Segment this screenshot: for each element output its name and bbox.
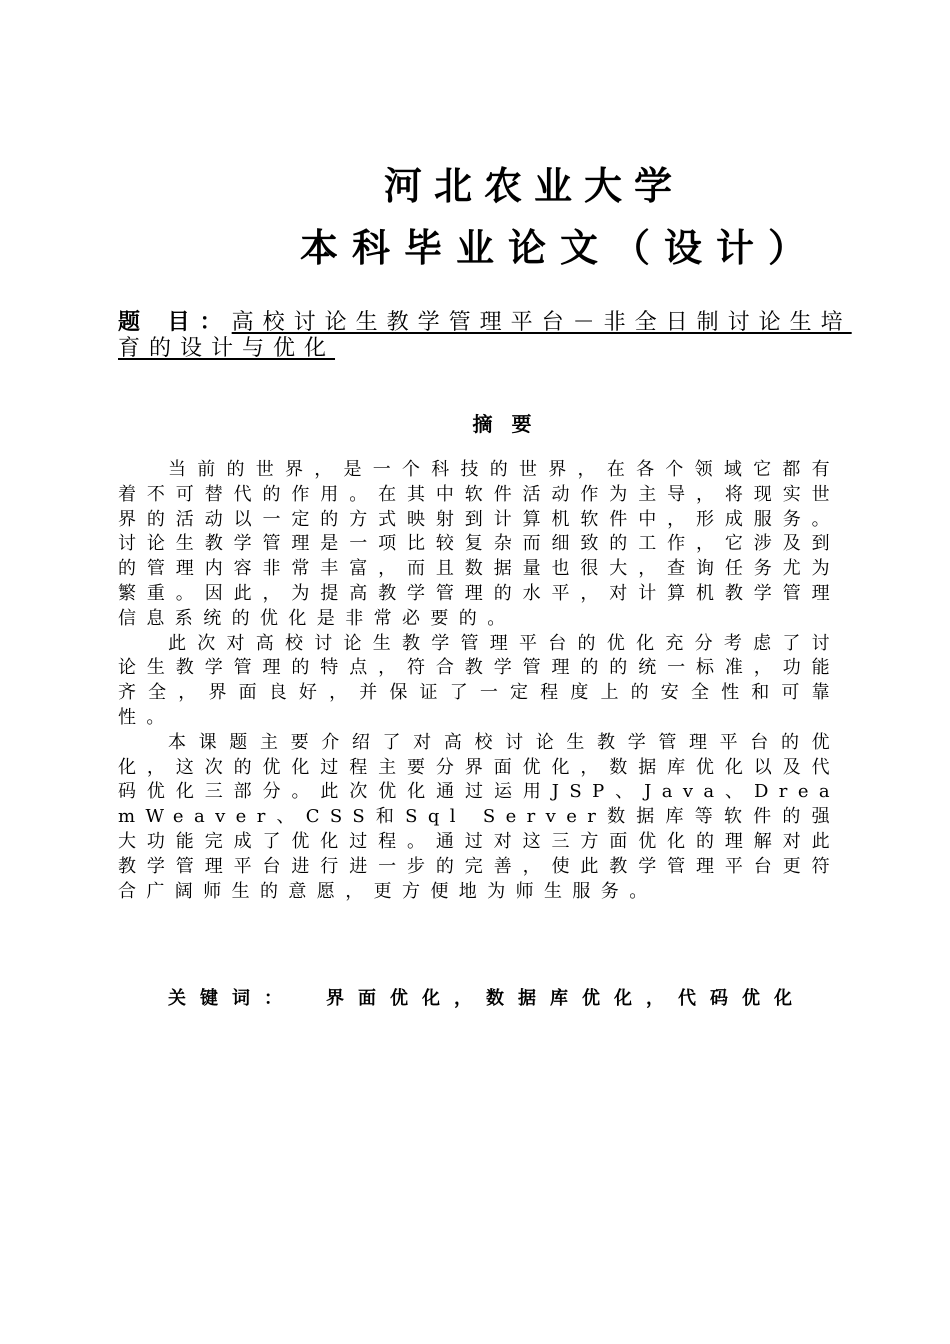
abstract-body: [118, 458, 840, 904]
keywords-label: 关键词：: [168, 988, 296, 1009]
thesis-type: 本科毕业论文（设计）: [300, 226, 821, 270]
abstract-paragraph: 本课题主要介绍了对高校讨论生教学管理平台的优化，这次的优化过程主要分界面优化，数据库优化以及代码优化三部分。此次优化通过运用JSP、Java、DreamWeaver、CSS和Sql Server数据库等软件的强大功能完成了优化过程。通过对这三方面优化的理解对此教学管理平台进行进一步的完善，使此教学管理平台更符合广阔师生的意愿，更方便地为师生服务。: [118, 731, 840, 902]
thesis-topic: [118, 310, 858, 362]
abstract-paragraph: 当前的世界，是一个科技的世界，在各个领域它都有着不可替代的作用。在其中软件活动作为主导，将现实世界的活动以一定的方式映射到计算机软件中，形成服务。讨论生教学管理是一项比较复杂而细致的工作，它涉及到的管理内容非常丰富，而且数据量也很大，查询任务尤为繁重。因此，为提高教学管理的水平，对计算机教学管理信息系统的优化是非常必要的。: [118, 459, 840, 629]
topic-label: 题 目：: [118, 310, 232, 335]
keywords-value: 界面优化，数据库优化，代码优化: [326, 988, 806, 1009]
keywords-line: [168, 984, 868, 1010]
university-name: 河北农业大学: [383, 164, 684, 208]
topic-title: 高校讨论生教学管理平台－非全日制讨论生培育的设计与优化: [118, 310, 852, 361]
abstract-heading: 摘 要: [472, 412, 538, 436]
abstract-paragraph: 此次对高校讨论生教学管理平台的优化充分考虑了讨论生教学管理的特点，符合教学管理的的统一标准，功能齐全，界面良好，并保证了一定程度上的安全性和可靠性。: [118, 632, 840, 728]
